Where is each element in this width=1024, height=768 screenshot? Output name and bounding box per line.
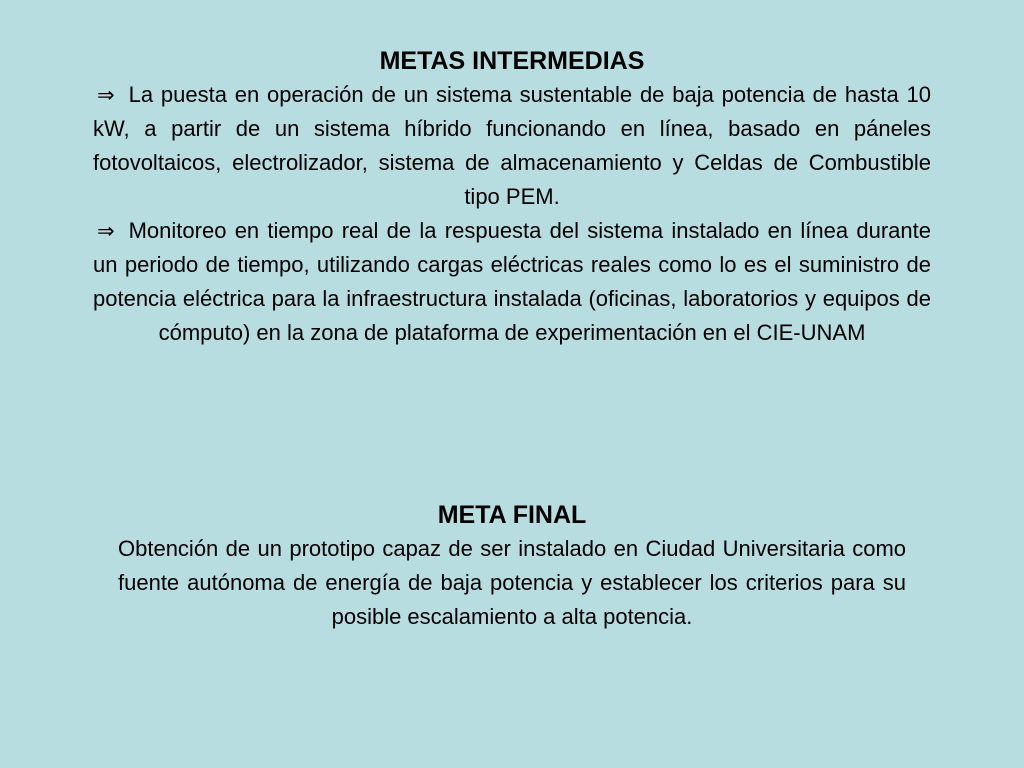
metas-intermedias-item-text: La puesta en operación de un sistema sustentable de baja potencia de hasta 10 kW, a partir de un sistema híbrido funcionando en línea, basado en páneles fotovoltaicos, electrolizador, sistema de almacenamiento y Celdas de Combustible tipo PEM. bbox=[93, 82, 931, 209]
arrow-icon: ⇒ bbox=[97, 83, 115, 107]
arrow-icon: ⇒ bbox=[97, 219, 115, 243]
metas-intermedias-section bbox=[93, 44, 931, 350]
metas-intermedias-item-text: Monitoreo en tiempo real de la respuesta del sistema instalado en línea durante un periodo de tiempo, utilizando cargas eléctricas reales como lo es el suministro de potencia eléctrica para la infraestructura instalada (oficinas, laboratorios y equipos de cómputo) en la zona de plataforma de experimentación en el CIE-UNAM bbox=[93, 218, 931, 345]
meta-final-section bbox=[118, 498, 906, 634]
metas-intermedias-item bbox=[93, 78, 931, 214]
metas-intermedias-heading: METAS INTERMEDIAS bbox=[379, 47, 645, 75]
meta-final-heading: META FINAL bbox=[437, 501, 587, 529]
metas-intermedias-item bbox=[93, 214, 931, 350]
meta-final-text: Obtención de un prototipo capaz de ser instalado en Ciudad Universitaria como fuente autónoma de energía de baja potencia y establecer los criterios para su posible escalamiento a alta potencia. bbox=[118, 536, 906, 629]
